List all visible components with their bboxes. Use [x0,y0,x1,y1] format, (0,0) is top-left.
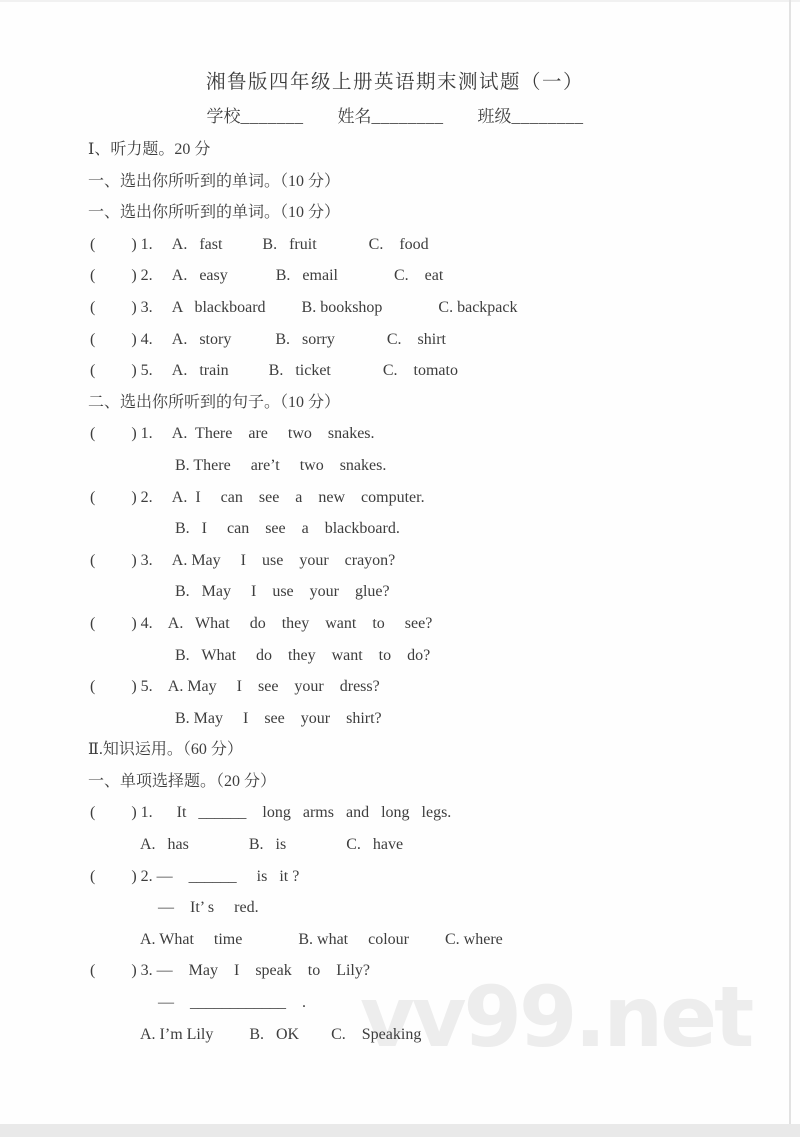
class-label: 班级 [477,107,512,126]
question-line: ( ) 3. A blackboard B. bookshop C. backpack [90,298,518,316]
question-line: ( ) 2. — ______ is it ? [90,867,300,885]
question-line: ( ) 4. A. What do they want to see? [90,614,433,632]
question-line: ( ) 5. A. May I see your dress? [90,678,380,696]
question-line: ( ) 1. A. There are two snakes. [90,425,375,443]
school-label: 学校 [206,107,241,126]
section-heading: 一、单项选择题。（20 分） [88,772,277,790]
class-blank: ________ [511,107,584,126]
school-blank: _______ [240,107,304,126]
question-line: ( ) 3. — May I speak to Lily? [90,962,370,980]
school-field [207,102,304,127]
options-line: A. has B. is C. have [140,836,404,854]
page-bottom-edge [0,1124,800,1137]
header-fields [0,102,790,127]
question-line: ( ) 2. A. I can see a new computer. [90,488,425,506]
question-line: ( ) 3. A. May I use your crayon? [90,551,396,569]
section-heading: 一、选出你所听到的单词。（10 分） [88,172,341,190]
answer-line: — It’ s red. [158,899,259,917]
question-line: ( ) 5. A. train B. ticket C. tomato [90,362,458,380]
question-line: ( ) 2. A. easy B. email C. eat [90,267,444,285]
section-heading: 二、选出你所听到的句子。（10 分） [88,393,341,411]
question-line: ( ) 4. A. story B. sorry C. shirt [90,330,446,348]
section-heading: 一、选出你所听到的单词。（10 分） [88,204,341,222]
name-label: 姓名 [337,107,372,126]
document-title: 湘鲁版四年级上册英语期末测试题（一） [205,72,584,93]
option-continuation-line: B. What do they want to do? [175,646,431,664]
name-field [338,102,444,127]
question-line: ( ) 1. It ______ long arms and long legs. [90,804,452,822]
option-continuation-line: B. I can see a blackboard. [175,520,400,538]
name-blank: ________ [371,107,444,126]
section-heading: Ⅱ.知识运用。（60 分） [88,741,243,759]
options-line: A. I’m Lily B. OK C. Speaking [140,1025,422,1043]
page-right-edge [789,0,791,1124]
question-line: ( ) 1. A. fast B. fruit C. food [90,235,429,253]
option-continuation-line: B. There are’t two snakes. [175,456,387,474]
watermark: vv99.net [360,968,752,1066]
option-continuation-line: B. May I see your shirt? [175,709,382,727]
section-heading: Ⅰ、听力题。20 分 [88,141,211,158]
option-continuation-line: B. May I use your glue? [175,583,390,601]
page-top-edge [0,0,800,2]
options-line: A. What time B. what colour C. where [140,930,503,948]
document-body [88,139,788,1055]
answer-line: — ____________ . [158,994,306,1012]
class-field [478,102,584,127]
